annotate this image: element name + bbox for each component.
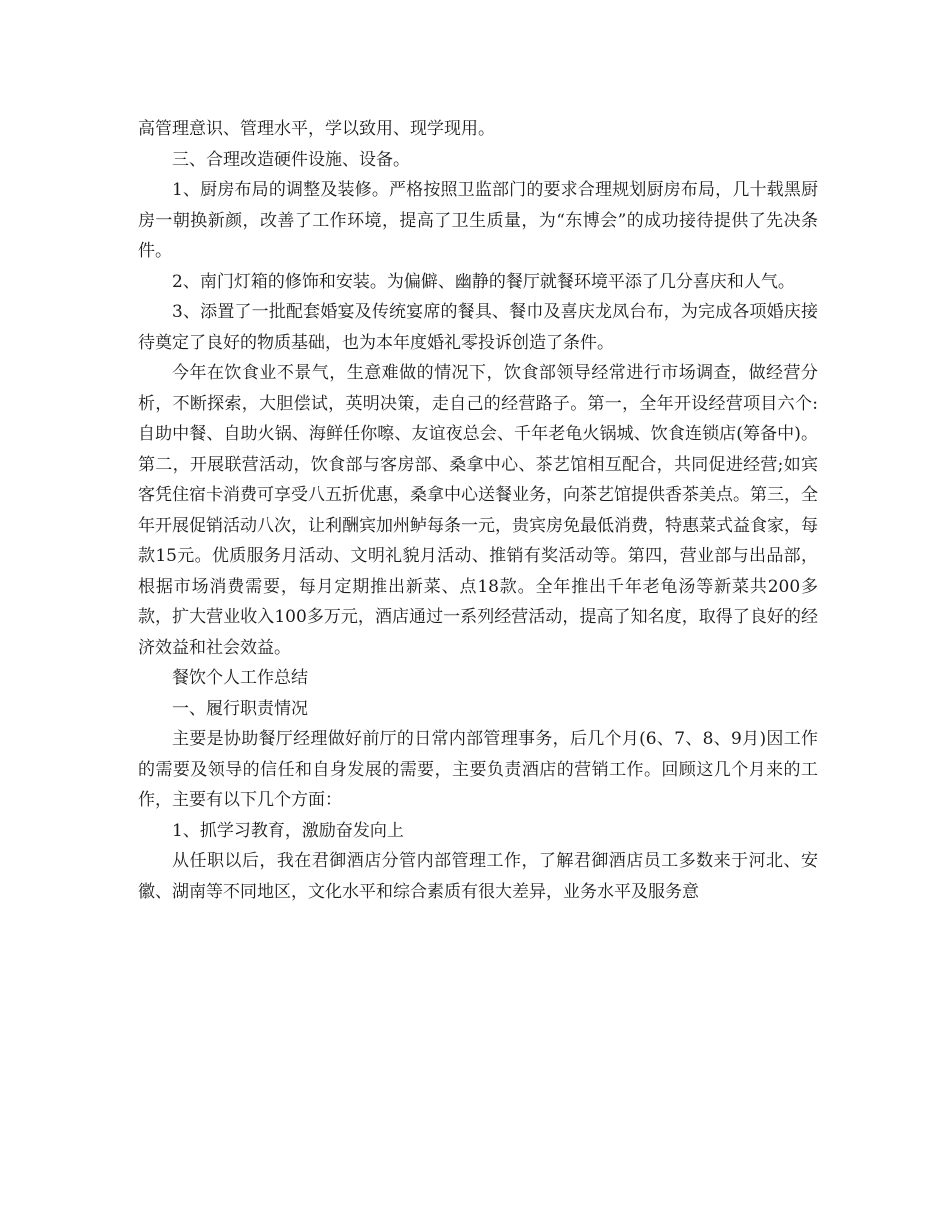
paragraph-continuation: 高管理意识、管理水平，学以致用、现学现用。: [138, 119, 495, 139]
document-body: [138, 114, 818, 907]
section-heading-hardware: 三、合理改造硬件设施、设备。: [172, 149, 410, 170]
paragraph-business-review: 今年在饮食业不景气，生意难做的情况下，饮食部领导经常进行市场调查，做经营分析，不断探索，大胆偿试，英明决策，走自己的经营路子。第一，全年开设经营项目六个:自助中餐、自助火锅、海鲜任你嚓、友谊夜总会、千年老龟火锅城、饮食连锁店(筹备中)。第二，开展联营活动，饮食部与客房部、桑拿中心、茶艺馆相互配合，共同促进经营;如宾客凭住宿卡消费可享受八五折优惠，桑拿中心送餐业务，向茶艺馆提供香茶美点。第三，全年开展促销活动八次，让利酬宾加州鲈每条一元，贵宾房免最低消费，特惠菜式益食家，每款15元。优质服务月活动、文明礼貌月活动、推销有奖活动等。第四，营业部与出品部，根据市场消费需要，每月定期推出新菜、点18款。全年推出千年老龟汤等新菜共200多款，扩大营业收入100多万元，酒店通过一系列经营活动，提高了知名度，取得了良好的经济效益和社会效益。: [138, 363, 818, 658]
subheading-study: 1、抓学习教育，激励奋发向上: [172, 820, 404, 841]
section-heading-duties: 一、履行职责情况: [172, 698, 308, 719]
paragraph-study: 从任职以后，我在君御酒店分管内部管理工作，了解君御酒店员工多数来于河北、安徽、湖南等不同地区，文化水平和综合素质有很大差异，业务水平及服务意: [138, 851, 818, 902]
paragraph-lightbox: 2、南门灯箱的修饰和安装。为偏僻、幽静的餐厅就餐环境平添了几分喜庆和人气。: [172, 271, 795, 292]
document-title: 餐饮个人工作总结: [172, 668, 308, 688]
paragraph-duties: 主要是协助餐厅经理做好前厅的日常内部管理事务，后几个月(6、7、8、9月)因工作的需要及领导的信任和自身发展的需要，主要负责酒店的营销工作。回顾这几个月来的工作，主要有以下几个方面：: [138, 729, 818, 810]
paragraph-tableware: 3、添置了一批配套婚宴及传统宴席的餐具、餐巾及喜庆龙凤台布，为完成各项婚庆接待奠定了良好的物质基础，也为本年度婚礼零投诉创造了条件。: [138, 302, 818, 353]
paragraph-kitchen-layout: 1、厨房布局的调整及装修。严格按照卫监部门的要求合理规划厨房布局，几十载黑厨房一朝换新颜，改善了工作环境，提高了卫生质量，为“东博会”的成功接待提供了先决条件。: [138, 180, 818, 261]
